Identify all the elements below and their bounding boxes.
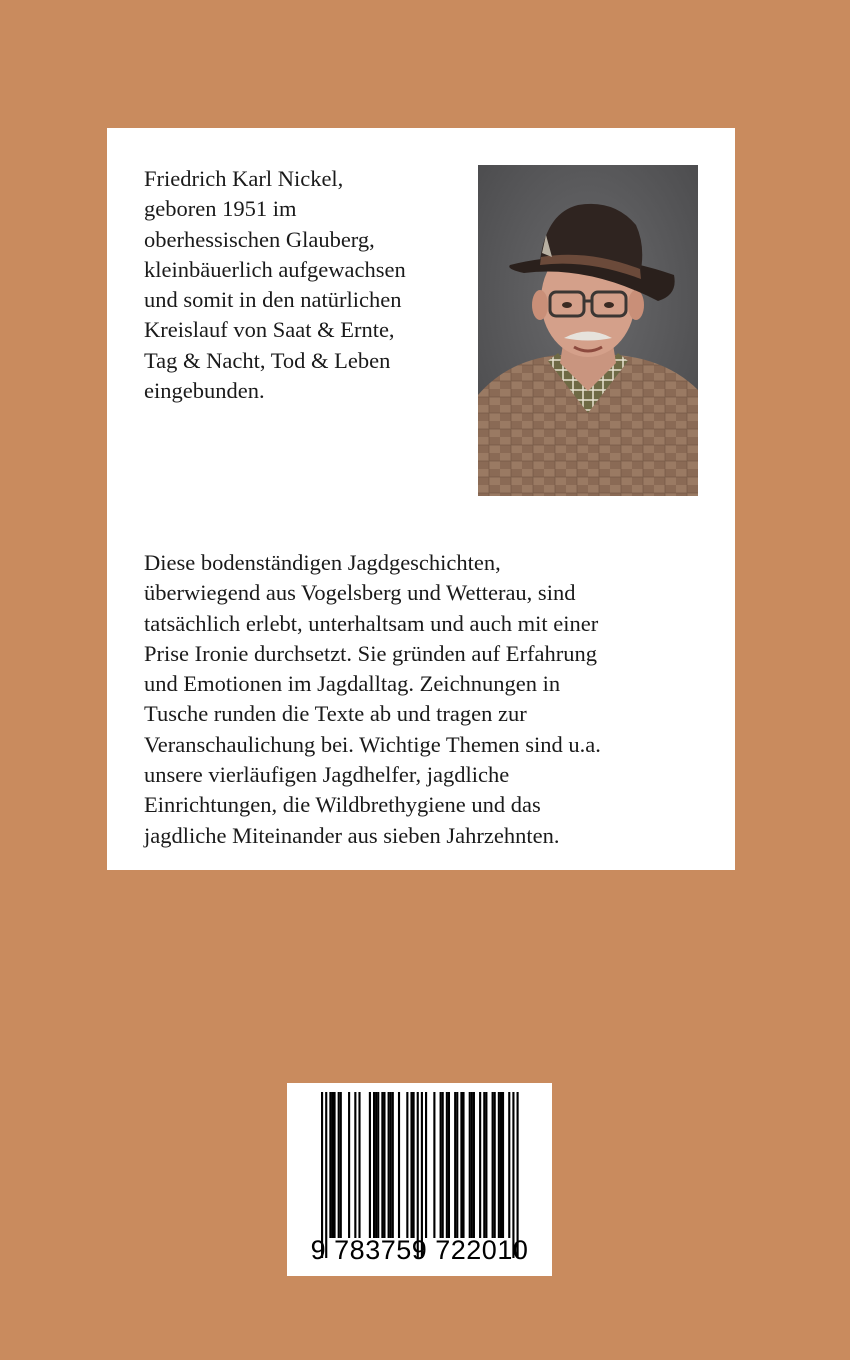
barcode-bar bbox=[494, 1092, 496, 1238]
barcode-bar bbox=[381, 1092, 383, 1238]
barcode-bar bbox=[425, 1092, 427, 1238]
description-line: tatsächlich erlebt, unterhaltsam und auch mit einer bbox=[144, 610, 599, 636]
barcode-bar bbox=[375, 1092, 377, 1238]
barcode-bar bbox=[390, 1092, 392, 1238]
barcode-bar bbox=[498, 1092, 500, 1238]
barcode-bar bbox=[354, 1092, 356, 1238]
barcode-bar bbox=[485, 1092, 487, 1238]
bio-line: Tag & Nacht, Tod & Leben bbox=[144, 347, 391, 373]
barcode-bar bbox=[340, 1092, 342, 1238]
barcode-bar bbox=[442, 1092, 444, 1238]
barcode-bar bbox=[454, 1092, 456, 1238]
barcode-bar bbox=[483, 1092, 485, 1238]
barcode-bar bbox=[517, 1092, 519, 1258]
barcode-bar bbox=[462, 1092, 464, 1238]
barcode-bar bbox=[413, 1092, 415, 1238]
barcode-bar bbox=[369, 1092, 371, 1238]
bio-line: geboren 1951 im bbox=[144, 196, 297, 222]
barcode-bar bbox=[417, 1092, 419, 1258]
barcode-bar bbox=[500, 1092, 502, 1238]
bio-line: eingebunden. bbox=[144, 378, 265, 404]
barcode-bar bbox=[440, 1092, 442, 1238]
barcode-bar bbox=[471, 1092, 473, 1238]
barcode-bar bbox=[446, 1092, 448, 1238]
barcode-bar bbox=[512, 1092, 514, 1258]
description-line: Prise Ironie durchsetzt. Sie gründen auf Erfahrung bbox=[144, 640, 597, 666]
barcode-bar bbox=[373, 1092, 375, 1238]
isbn-barcode bbox=[287, 1083, 552, 1276]
barcode-bar bbox=[448, 1092, 450, 1238]
bio-line: Friedrich Karl Nickel, bbox=[144, 166, 344, 191]
bio-line: oberhessischen Glauberg, bbox=[144, 226, 375, 252]
barcode-bar bbox=[358, 1092, 360, 1238]
barcode-bar bbox=[331, 1092, 333, 1238]
barcode-bar bbox=[321, 1092, 323, 1258]
description-line: jagdliche Miteinander aus sieben Jahrzehnten. bbox=[144, 822, 560, 848]
bio-line: kleinbäuerlich aufgewachsen bbox=[144, 256, 406, 282]
barcode-bar bbox=[460, 1092, 462, 1238]
description-line: Einrichtungen, die Wildbrethygiene und das bbox=[144, 792, 541, 818]
barcode-bar bbox=[338, 1092, 340, 1238]
barcode-bar bbox=[469, 1092, 471, 1238]
bio-line: Kreislauf von Saat & Ernte, bbox=[144, 317, 395, 343]
barcode-bar bbox=[492, 1092, 494, 1238]
barcode-bar bbox=[348, 1092, 350, 1238]
description-line: Diese bodenständigen Jagdgeschichten, bbox=[144, 550, 501, 575]
barcode-bar bbox=[456, 1092, 458, 1238]
barcode-bar bbox=[329, 1092, 331, 1238]
barcode-bar bbox=[406, 1092, 408, 1238]
barcode-bar bbox=[398, 1092, 400, 1238]
barcode-bar bbox=[392, 1092, 394, 1238]
barcode-bar bbox=[383, 1092, 385, 1238]
barcode-bar bbox=[473, 1092, 475, 1238]
description-line: unsere vierläufigen Jagdhelfer, jagdliche bbox=[144, 762, 510, 788]
barcode-bar bbox=[421, 1092, 423, 1258]
author-bio bbox=[144, 164, 474, 406]
barcode-bar bbox=[508, 1092, 510, 1238]
barcode-bar bbox=[410, 1092, 412, 1238]
barcode-bar bbox=[433, 1092, 435, 1238]
isbn-number: 9 783759 722010 bbox=[310, 1235, 529, 1265]
description-line: überwiegend aus Vogelsberg und Wetterau, sind bbox=[144, 580, 576, 606]
author-photo bbox=[478, 165, 698, 496]
text-panel bbox=[107, 128, 735, 870]
description-line: Tusche runden die Texte ab und tragen zur bbox=[144, 701, 527, 727]
book-description bbox=[144, 548, 714, 851]
description-line: Veranschaulichung bei. Wichtige Themen sind u.a. bbox=[144, 731, 601, 757]
bio-line: und somit in den natürlichen bbox=[144, 287, 402, 313]
barcode-bar bbox=[502, 1092, 504, 1238]
barcode-bar bbox=[479, 1092, 481, 1238]
barcode-bar bbox=[377, 1092, 379, 1238]
barcode-bar bbox=[325, 1092, 327, 1258]
description-line: und Emotionen im Jagdalltag. Zeichnungen in bbox=[144, 671, 561, 697]
barcode-bar bbox=[388, 1092, 390, 1238]
barcode-bar bbox=[333, 1092, 335, 1238]
